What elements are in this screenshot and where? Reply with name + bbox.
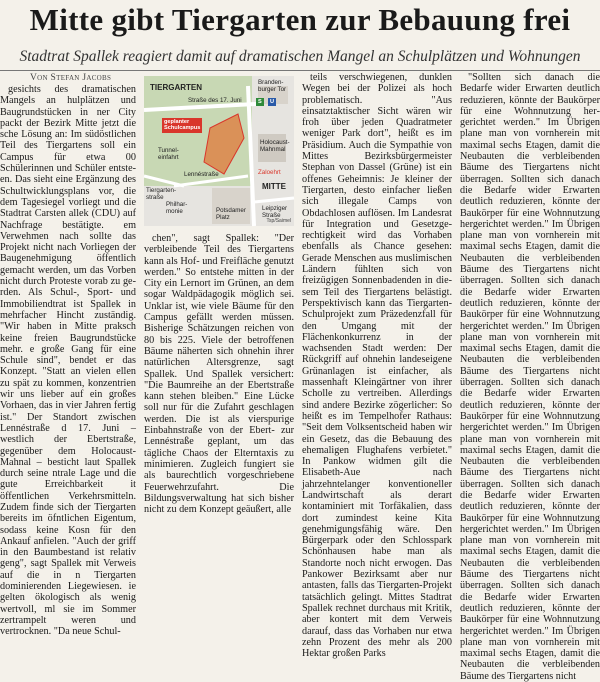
byline-rule [0, 70, 600, 71]
map-label-tunnel: Tunnel- einfahrt [158, 147, 179, 161]
map-label-campus-badge: geplanter Schulcampus [164, 119, 201, 132]
map-credit: Tsp/Saimel [266, 218, 291, 224]
map-label-philharmonie: Philhar- monie [166, 201, 188, 215]
article-column-2 [144, 233, 294, 516]
article-column-1 [0, 84, 136, 638]
map-s-bahn-badge: S [258, 99, 262, 105]
column-3-text: teils verschwiegenen, dunklen Wegen bei der Polizei als hoch problematisch. "Aus einsatztaktischer Sicht wären wir froh über jeden Quadratmeter weniger Park dort", heißt es im Präsidium. Auch die Sympathie von Mittes Bezirksbürgermeister Stephan von Dassel (Grüne) ist ein offenes Geheimnis: Je kleiner der Tiergarten, desto einfacher ließen sich illegale Camps von Obdachlosen auflösen. Im Landesrat für Integration und Gesetzgerechtigkeit wird das Vorhaben ebenfalls als Chance gesehen: Gerade Menschen aus muslimischen Ländern fühlten sich von freizügigen Sonnenbadenden in diesem Teil des Tiergartens belästigt. Perspektivisch kann das Tiergarten-Schulprojekt zum Präzedenzfall für den Umgang mit der Flächenkonkurrenz in der wachsenden Stadt werden: Der Rückgriff auf ohnehin landeseigene Grünanlagen ist einfacher, als massenhaft Kleingärtner von ihrer Scholle zu vertreiben. Allerdings sind andere Bezirke zögerlicher: So heißt es im Tempelhofer Rathaus: "Seit dem Volksentscheid haben wir ein Gesetz, das die Bebauung des ehemaligen Flughafens verbietet." In Pankow widmen gilt die Elisabeth-Aue nach jahrzehntelanger konventioneller Landwirtschaft als derart kontaminiert mit Torfäkalien, dass dort zumindest keine Kita genehmigungsfähig wäre. Den Bürgerpark oder den Schlosspark Schönhausen habe man als Standorte noch nicht erwogen. Das Pankower Bezirksamt aber nur antasten, falls das Tiergarten-Projekt tatsächlich gelingt. Mittes Stadtrat Spallek rechnet durchaus mit Kritik, aber kontert mit dem Verweis darauf, dass das Vorhaben nur etwa zehn Prozent des mehr als 200 Hektar großen Parks [302, 72, 452, 660]
map-label-leipziger: Leipziger Straße [262, 205, 288, 219]
map-label-tiergartenstrasse: Tiergarten- straße [146, 187, 177, 201]
article-column-3 [302, 72, 452, 660]
column-2-text: chen", sagt Spallek: "Der verbleibende Teil des Tiergartens kann als Hof- und Freifläche genutzt werden." So entstehe mitten in der City ein Lernort im Grünen, an dem sogar Waldpädagogik möglich sei. Unklar ist, wie viele Bäume für den Campus gefällt werden müssen. Bisherige Schätzungen reichen von 80 bis 225. Viele der betroffenen Bäume näherten sich ohnehin ihrer natürlichen Altersgrenze, sagt Spallek. Und Spallek versichert: "Die Baumreihe an der Ebertstraße kann stehen bleiben." Eine Lücke soll nur für die Zufahrt geschlagen werden. Die ist als vierspurige Einbahnstraße von der Ebert- zur Lennéstraße geplant, um das tägliche Chaos der Elterntaxis zu minimieren. Zugleich fungiert sie als baurechtlich vorgeschriebene Feuerwehrzufahrt. Die Bildungsverwaltung hat sich bisher nicht zu dem Konzept geäußert, alle [144, 233, 294, 516]
column-4-text: "Sollten sich danach die Bedarfe wider Erwarten deutlich reduzieren, könnte der Baukörper für eine Wohnnutzung hergerichtet werden." Im Übrigen plane man von vornherein mit maximal sechs Etagen, damit die Neubauten die verbleibenden Bäume des Tiergartens nicht überragen. Sollten sich danach die Bedarfe wider Erwarten deutlich reduzieren, könnte der Baukörper für eine Wohnnutzung hergerichtet werden." Im Übrigen plane man von vornherein mit maximal sechs Etagen, damit die Neubauten die verbleibenden Bäume des Tiergartens nicht überragen. Sollten sich danach die Bedarfe wider Erwarten deutlich reduzieren, könnte der Baukörper für eine Wohnnutzung hergerichtet werden." Im Übrigen plane man von vornherein mit maximal sechs Etagen, damit die Neubauten die verbleibenden Bäume des Tiergartens nicht überragen. Sollten sich danach die Bedarfe wider Erwarten deutlich reduzieren, könnte der Baukörper für eine Wohnnutzung hergerichtet werden." Im Übrigen plane man von vornherein mit maximal sechs Etagen, damit die Neubauten die verbleibenden Bäume des Tiergartens nicht überragen. Sollten sich danach die Bedarfe wider Erwarten deutlich reduzieren, könnte der Baukörper für eine Wohnnutzung hergerichtet werden." Im Übrigen plane man von vornherein mit maximal sechs Etagen, damit die Neubauten die verbleibenden Bäume des Tiergartens nicht überragen. Sollten sich danach die Bedarfe wider Erwarten deutlich reduzieren, könnte der Baukörper für eine Wohnnutzung hergerichtet werden." Im Übrigen plane man von vornherein mit maximal sechs Etagen, damit die Neubauten die verbleibenden Bäume des Tiergartens nicht [460, 72, 600, 682]
headline: Mitte gibt Tiergarten zur Bebauung frei [29, 2, 571, 37]
subheadline: Stadtrat Spallek reagiert damit auf dramatischen Mangel an Schulplätzen und Wohnungen [19, 48, 581, 65]
map-label-zaloehrt: Zaloehrt [258, 169, 281, 176]
map-label-lennestrasse: Lennéstraße [184, 171, 219, 178]
article-column-4 [460, 72, 600, 682]
map-u-bahn-badge: U [270, 99, 275, 105]
map-label-potsdamer-platz: Potsdamer Platz [216, 207, 246, 221]
map-label-brandenburger-tor: Branden- burger Tor [258, 79, 287, 93]
map-label-strasse-17-juni: Straße des 17. Juni [188, 97, 242, 104]
map-label-holocaust: Holocaust- Mahnmal [260, 139, 290, 153]
map-label-mitte: MITTE [262, 182, 286, 191]
byline: Von Stefan Jacobs [30, 73, 112, 83]
column-1-text: gesichts des dramatischen Mangels an hulplätzen und Baugrundstücken in ner City packt der Bezirk Mitte jetzt die sche Lösung an: Im südöstlichen Teil des Tiergartens soll ein Campus für etwa 00 Schülerinnen und Schüler entsteen. Das sieht eine Ergänzung des Schultwicklungsplans vor, die dem Tagesiegel vorliegt und die Stadtrat Carsten allek (CDU) auf Nachfrage bestätigte. em Verwehmen nach sollte das Projekt nicht nach Vorliegen der Baugenehmigung öffentlich gemacht werden, um das Vorben nicht durch Proteste vorab zu gerden. Als Schul-, Sport- und Immobiliendtrat ist Spallek in mehrfacher Hincht zuständig. "Wir haben in Mitte praksch keine freien Baugrundstücke mehr. e große Gang für eine Schule sind", bendet er das Konzept. "Statt an vielen ellen zu spät zu kommen, konzentrien wir uns lieber auf ein großes Vorhaen, das in vier Jahren fertig ist." Der Standort zwischen Lennéstraße d 17. Juni – westlich der Ebertstraße, gegenüber dem Holocaust-Mahnal – besticht laut Spallek durch seine ntrale Lage und die gute Erreichbarkeit it öffentlichen Verkehrsmitteln. Zudem finde sich der Tiergarten bereits im öfntlichen Eigentum, sodass keine Kosn für den Ankauf anfielen. "Auch der griff in den Baumbestand ist relativ geng", sagt Spallek mit Verweis auf die in n Tiergarten dominierenden Liegewiesen. ie gelten ökologisch als wenig wertvoll, ml sie im Sommer zertrampelt weren und vertrocknen. "Da neue Schul- [0, 84, 136, 638]
map-label-tiergarten: TIERGARTEN [150, 83, 202, 92]
location-map [144, 76, 294, 226]
